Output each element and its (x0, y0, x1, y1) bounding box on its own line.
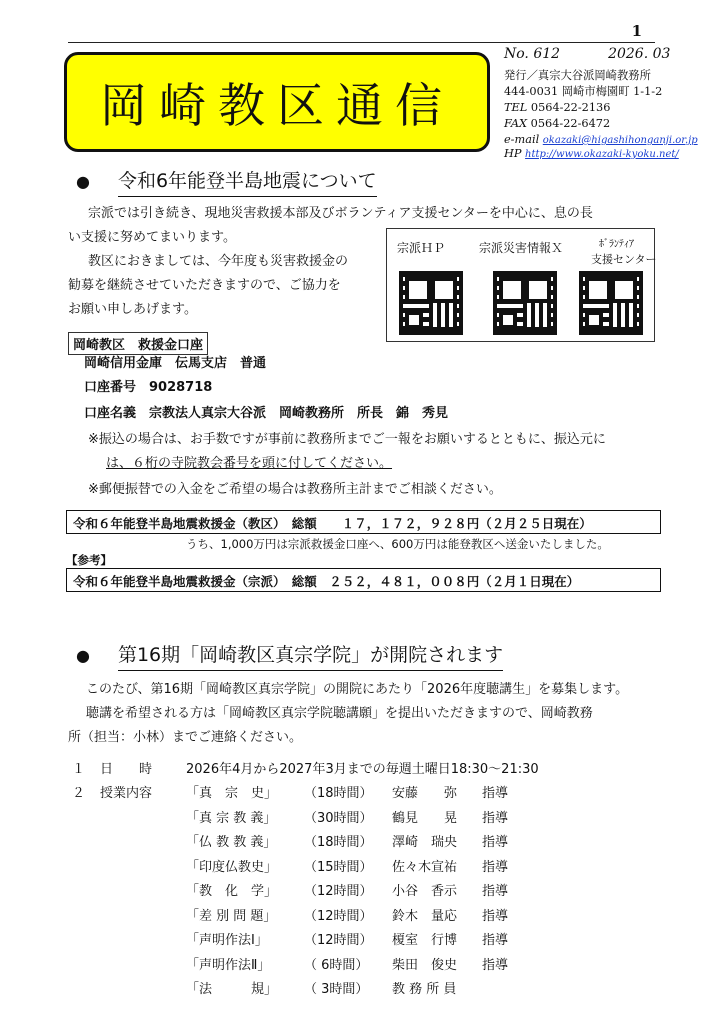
course-name: 「真 宗 史」 (186, 786, 278, 801)
section2-heading (76, 640, 503, 671)
course-name: 「声明作法Ⅱ」 (186, 957, 271, 973)
qr-code-volunteer[interactable] (579, 271, 643, 335)
course-role: 指導 (482, 786, 509, 801)
course-teacher: 榎室 行博 (392, 933, 458, 948)
masthead-title: 岡崎教区通信 (100, 78, 454, 134)
item1-heading: 日 時 (100, 762, 153, 777)
course-name: 「真 宗 教 義」 (186, 810, 277, 826)
header-rule (68, 42, 655, 43)
item1-number: １ (72, 762, 86, 777)
course-role: 指導 (482, 933, 509, 948)
course-role: 指導 (482, 859, 509, 875)
issue-date: 2026. 03 (608, 46, 671, 62)
course-hours: （18時間） (304, 786, 373, 801)
section2-title: 第16期「岡崎教区真宗学院」が開院されます (118, 640, 503, 671)
note2: ※郵便振替での入金をご希望の場合は教務所主計までご相談ください。 (88, 482, 502, 497)
email-label: e-mail (504, 133, 540, 146)
para1-line1: 宗派では引き続き、現地災害救援本部及びボランティア支援センターを中心に、息の長 (88, 206, 593, 221)
course-name: 「仏 教 教 義」 (186, 835, 277, 850)
qr-label-disaster-x: 宗派災害情報Ｘ (479, 241, 564, 255)
qr-label-volunteer: ﾎﾞﾗﾝﾃｨｱ (599, 239, 634, 250)
account-bank: 岡崎信用金庫 伝馬支店 普通 (84, 356, 267, 371)
section1-heading (76, 166, 377, 197)
total-kyoku-note: うち、1,000万円は宗派救援金口座へ、600万円は能登教区へ送金いたしました。 (186, 537, 609, 551)
bullet-icon: ● (76, 172, 90, 191)
hp-label: HP (504, 147, 522, 160)
s2-para2-line1: 聴講を希望される方は「岡崎教区真宗学院聴講願」を提出いただきますので、岡崎教務 (86, 706, 593, 721)
course-role: 指導 (482, 835, 509, 850)
course-teacher: 鈴木 量応 (392, 908, 458, 924)
section1-title: 令和6年能登半島地震について (118, 166, 377, 197)
s2-para1: このたび、第16期「岡崎教区真宗学院」の開院にあたり「2026年度聴講生」を募集します。 (86, 682, 629, 697)
homepage-link[interactable]: http://www.okazaki-kyoku.net/ (525, 149, 679, 160)
course-teacher: 安藤 弥 (392, 786, 458, 801)
para1-line2: い支援に努めてまいります。 (68, 230, 236, 245)
course-role: 指導 (482, 884, 509, 899)
total-shuha-box: 令和６年能登半島地震救援金（宗派） 総額 ２５２，４８１，００８円（２月１日現在） (66, 568, 661, 592)
qr-label-shuha-hp: 宗派ＨＰ (397, 241, 446, 255)
s2-para2-line2: 所（担当：小林）までご連絡ください。 (68, 730, 303, 745)
bullet-icon: ● (76, 646, 90, 665)
address: 444-0031 岡崎市梅園町 1-1-2 (504, 85, 663, 98)
course-role: 指導 (482, 810, 509, 826)
note1-line1: ※振込の場合は、お手数ですが事前に教務所までご一報をお願いするとともに、振込元に (88, 432, 606, 447)
qr-label-support-center: 支援センター (591, 253, 657, 266)
course-hours: （12時間） (304, 908, 373, 924)
note1-line2: は、６桁の寺院教会番号を頭に付してください。 (106, 456, 393, 471)
account-name: 口座名義 宗教法人真宗大谷派 岡崎教務所 所長 錦 秀見 (84, 406, 449, 421)
publisher: 発行／真宗大谷派岡崎教務所 (504, 69, 651, 82)
fax-value: 0564-22-6472 (530, 117, 611, 130)
course-name: 「印度仏教史」 (186, 859, 278, 875)
tel-label: TEL (504, 101, 528, 114)
course-hours: （ 3時間） (304, 982, 369, 997)
course-hours: （12時間） (304, 933, 373, 948)
course-hours: （15時間） (304, 859, 373, 875)
tel-line (504, 100, 610, 116)
issue-line (504, 46, 670, 62)
total-kyoku-box: 令和６年能登半島地震救援金（教区） 総額 １７，１７２，９２８円（２月２５日現在） (66, 510, 661, 534)
email-link[interactable]: okazaki@higashihonganji.or.jp (542, 135, 698, 146)
account-number: 口座番号 9028718 (84, 380, 213, 395)
course-hours: （ 6時間） (304, 957, 369, 973)
course-hours: （18時間） (304, 835, 373, 850)
course-name: 「法 規」 (186, 982, 278, 997)
course-teacher: 鶴見 晃 (392, 810, 458, 826)
item2-number: ２ (72, 786, 86, 801)
course-teacher: 澤崎 瑞央 (392, 835, 458, 850)
para2-line3: お願い申しあげます。 (68, 302, 197, 317)
course-teacher: 小谷 香示 (392, 884, 458, 899)
fax-label: FAX (504, 117, 528, 130)
course-name: 「声明作法Ⅰ」 (186, 933, 268, 948)
para2-line2: 勧募を継続させていただきますので、ご協力を (68, 278, 341, 293)
masthead (64, 52, 490, 152)
course-name: 「差 別 問 題」 (186, 908, 277, 924)
hp-line (504, 146, 679, 163)
fax-line (504, 116, 610, 132)
course-hours: （12時間） (304, 884, 373, 899)
issue-number: No. 612 (504, 46, 561, 62)
course-teacher: 柴田 俊史 (392, 957, 458, 973)
course-teacher: 教 務 所 員 (392, 982, 457, 997)
item1-value: 2026年4月から2027年3月までの毎週土曜日18:30～21:30 (186, 762, 539, 777)
course-hours: （30時間） (304, 810, 373, 826)
tel-value: 0564-22-2136 (530, 101, 611, 114)
qr-code-disaster-x[interactable] (493, 271, 557, 335)
course-role: 指導 (482, 957, 509, 973)
course-teacher: 佐々木宣祐 (392, 859, 458, 875)
page-number: 1 (631, 22, 642, 40)
reference-label: 【参考】 (66, 553, 112, 567)
item2-heading: 授業内容 (100, 786, 153, 801)
course-role: 指導 (482, 908, 509, 924)
course-name: 「教 化 学」 (186, 884, 278, 899)
qr-code-box (386, 228, 655, 342)
qr-code-shuha-hp[interactable] (399, 271, 463, 335)
account-label: 岡崎教区 救援金口座 (68, 332, 208, 355)
para2-line1: 教区におきましては、今年度も災害救援金の (88, 254, 349, 269)
